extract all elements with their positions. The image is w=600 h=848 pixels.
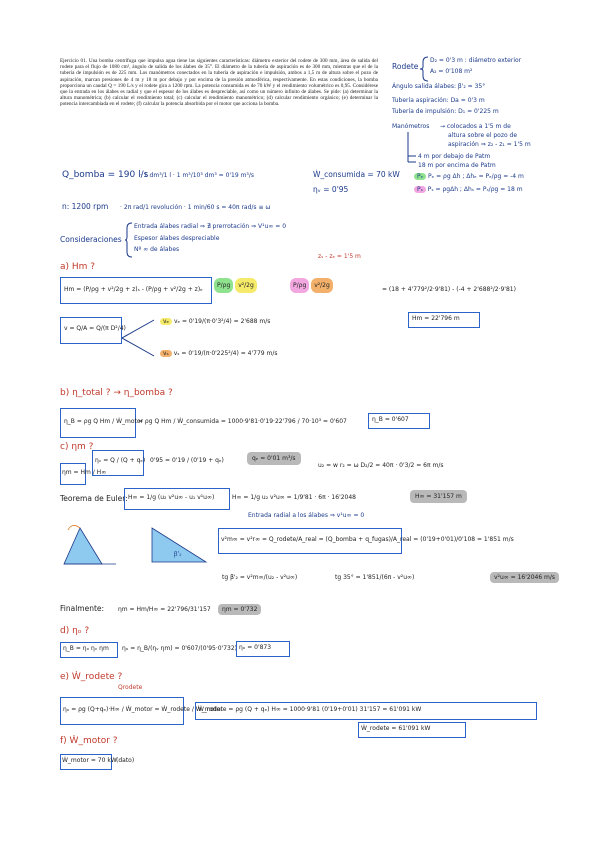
hm-highlight: P/ρg v²/2g xyxy=(214,278,282,300)
d2-note: D₂ = 0'3 m : diámetro exterior xyxy=(430,57,522,64)
vu-result: v²u∞ = 16'2046 m/s xyxy=(490,572,559,583)
vm-calc: v²m∞ = v²r∞ = Q_rodete/A_real = (Q_bomba + q_fugas)/A_real = (0'19+0'01)/0'108 = 1'851 m/s xyxy=(221,536,514,543)
q-conversion: · 1 dm³/1 l · 1 m³/10³ dm³ = 0'19 m³/s xyxy=(140,172,254,179)
problem-statement: Ejercicio 01. Una bomba centrífuga que impulsa agua tiene las siguientes características: diámetro exterior del rodete de 300 mm, área de salida del rodete para el flujo de 1080 cm², ángulo de salida de los álabes de 35°. El diámetro de la tubería de aspiración es de 300 mm, mientras que el de la tubería de impulsión es de 225 mm. Los manómetros conectados en la tubería de aspiración e impulsión, ambos a 1,5 m de altura sobre el pozo de aspiración, marcan presiones de 4 m y 18 m por debajo y por encima de la presión atmosférica, respectivamente. En estas condiciones, la bomba proporciona un caudal Q = 190 L/s y el rodete gira a 1200 rpm. La potencia consumida es de 70 kW y el rendimiento volumétrico es 0,95. Considérese que la entrada en los álabes es radial y que el espesor de los álabes es despreciable, así como un número infinito de álabes. Se pide: (a) determinar la altura manométrica; (b) calcular el rendimiento total; (c) calcular el rendimiento manométrico; (d) calcular rendimiento orgánico; (e) determinar la potencia intercambiada en el rodete; (f) calcular la potencia absorbida por el motor que acciona la bomba. xyxy=(60,58,378,108)
consid-3: Nº ∞ de álabes xyxy=(134,246,180,253)
arrow-icon xyxy=(404,132,418,166)
tg-calc: tg 35° = 1'851/(6π - v²u∞) xyxy=(335,574,415,581)
eta-v-def: ηᵥ = Q / (Q + qₑ) xyxy=(95,457,146,464)
p4-note: 4 m por debajo de Patm xyxy=(418,153,491,160)
u2-calc: u₂ = w r₂ = ω D₂/2 = 40π · 0'3/2 = 6π m/s xyxy=(318,462,444,469)
part-d-label: d) ηₒ ? xyxy=(60,626,90,636)
consid-2: Espesor álabes despreciable xyxy=(134,235,220,242)
asp-note: Tubería aspiración: Da = 0'3 m xyxy=(392,97,485,104)
velocity-triangle-2-diagram xyxy=(148,522,212,568)
eta-b-decomp: η_B = ηₒ ηᵥ ηm xyxy=(63,645,109,652)
brace-icon xyxy=(420,56,430,82)
eta-b-result: η_B = 0'607 xyxy=(372,416,409,423)
mano-line2: altura sobre el pozo de xyxy=(448,132,518,139)
n-rpm: n: 1200 rpm xyxy=(62,202,109,211)
v-def: v = Q/A = Q/(π D²/4) xyxy=(64,325,126,332)
eta-m-final: ηm = Hm/H∞ = 22'796/31'157 xyxy=(118,606,211,613)
n-conversion: · 2π rad/1 revolución · 1 min/60 s = 40π rad/s ≡ ω xyxy=(120,204,271,211)
hm-numeric: = (18 + 4'779²/2·9'81) - (-4 + 2'688²/2·9'81) xyxy=(382,286,516,293)
zz-note: zₛ - zₑ = 1'5 m xyxy=(318,253,361,260)
eta-m-result: ηm = 0'732 xyxy=(218,604,261,615)
eta-v-calc: 0'95 = 0'19 / (0'19 + qₑ) xyxy=(150,457,224,464)
arrow-icon xyxy=(122,316,158,360)
ps-line: Pₛ Pₛ = ρgΔh ; Δhₛ = Pₛ/ρg = 18 m xyxy=(414,186,523,193)
radial-note: Entrada radial a los álabes ⇒ v¹u∞ = 0 xyxy=(248,512,365,519)
brace-icon xyxy=(125,222,133,258)
consid-1: Entrada álabes radial ⇒ ∄ prerrotación ⇒ V¹u∞ = 0 xyxy=(134,223,287,230)
h-inf-result: H∞ = 31'157 m xyxy=(410,490,467,503)
eta-m-def: ηm = Hm / H∞ xyxy=(62,469,107,476)
eta-o-formula: ηₒ = ρg (Q+qₑ)·H∞ / Ẇ_motor = Ẇ_rodete / Ẇ_motor xyxy=(63,706,223,713)
euler-calc: H∞ = 1/g u₂ v²u∞ = 1/9'81 · 6π · 16'2048 xyxy=(232,494,356,501)
qe-result: qₑ = 0'01 m³/s xyxy=(247,452,301,465)
eta-v: ηᵥ = 0'95 xyxy=(313,185,349,194)
part-e-label: e) Ẇ_rodete ? xyxy=(60,672,123,682)
w-motor-note: (dato) xyxy=(116,757,135,764)
final-label: Finalmente: xyxy=(60,604,105,613)
mano-line1: → colocados a 1'5 m de xyxy=(440,123,511,130)
part-f-label: f) Ẇ_motor ? xyxy=(60,736,118,746)
part-b-label: b) η_total ? → η_bomba ? xyxy=(60,388,173,398)
hm-formula: Hm = (P/ρg + v²/2g + z)ₛ - (P/ρg + v²/2g + z)ₑ xyxy=(64,286,203,293)
eta-o-calc: ηₒ = η_B/(ηᵥ ηm) = 0'607/(0'95·0'732) xyxy=(122,645,237,652)
hm-result: Hm = 22'796 m xyxy=(412,315,460,322)
mano-line3: aspiración ⇒ z₂ - z₁ = 1'5 m xyxy=(448,141,531,148)
euler-label: Teorema de Euler: xyxy=(60,494,128,503)
pe-line: Pₑ Pₑ = ρg Δh ; Δhₑ = Pₑ/ρg = -4 m xyxy=(414,173,524,180)
w-rodete-result: Ẇ_rodete = 61'091 kW xyxy=(361,725,431,732)
w-rodete-calc: Ẇ_rodete = ρg (Q + qₑ) H∞ = 1000·9'81 (0'19+0'01) 31'157 = 61'091 kW xyxy=(198,706,422,713)
q-bomba: Q_bomba = 190 l/s xyxy=(62,170,149,180)
euler-formula: H∞ = 1/g (u₂ v²u∞ - u₁ v¹u∞) xyxy=(128,494,215,501)
consideraciones-label: Consideraciones xyxy=(60,235,122,244)
part-a-label: a) Hm ? xyxy=(60,262,96,272)
part-c-label: c) ηm ? xyxy=(60,442,94,452)
hm-highlight-e: P/ρg v²/2g xyxy=(290,278,380,300)
imp-note: Tubería de impulsión: D₁ = 0'225 m xyxy=(392,108,499,115)
ve-calc: vₑ vₑ = 0'19/(π·0'3²/4) = 2'688 m/s xyxy=(160,318,270,325)
w-motor-result: Ẇ_motor = 70 kW xyxy=(62,757,117,764)
mano-label: Manómetros xyxy=(392,123,430,130)
tg-def: tg β'₂ = v²m∞/(u₂ - v²u∞) xyxy=(222,574,298,581)
qrodete-note: Qrodete xyxy=(118,684,143,691)
velocity-triangle-diagram xyxy=(58,520,118,570)
angle-note: Ángulo salida álabes: β'₂ = 35° xyxy=(392,83,486,90)
rodete-label: Rodete xyxy=(392,62,419,71)
eta-b-formula: η_B = ρg Q Hm / Ẇ_motor xyxy=(64,418,144,425)
svg-text:β'₂: β'₂ xyxy=(174,551,182,558)
a2-note: A₂ = 0'108 m² xyxy=(430,68,473,75)
p18-note: 18 m por encima de Patm xyxy=(418,162,496,169)
eta-o-result: ηₒ = 0'873 xyxy=(239,644,272,651)
eta-b-calc: = ρg Q Hm / Ẇ_consumida = 1000·9'81·0'19·22'796 / 70·10³ = 0'607 xyxy=(138,418,347,425)
vs-calc: vₛ vₛ = 0'19/(π·0'225²/4) = 4'779 m/s xyxy=(160,350,278,357)
w-consumida: Ẇ_consumida = 70 kW xyxy=(313,170,400,179)
